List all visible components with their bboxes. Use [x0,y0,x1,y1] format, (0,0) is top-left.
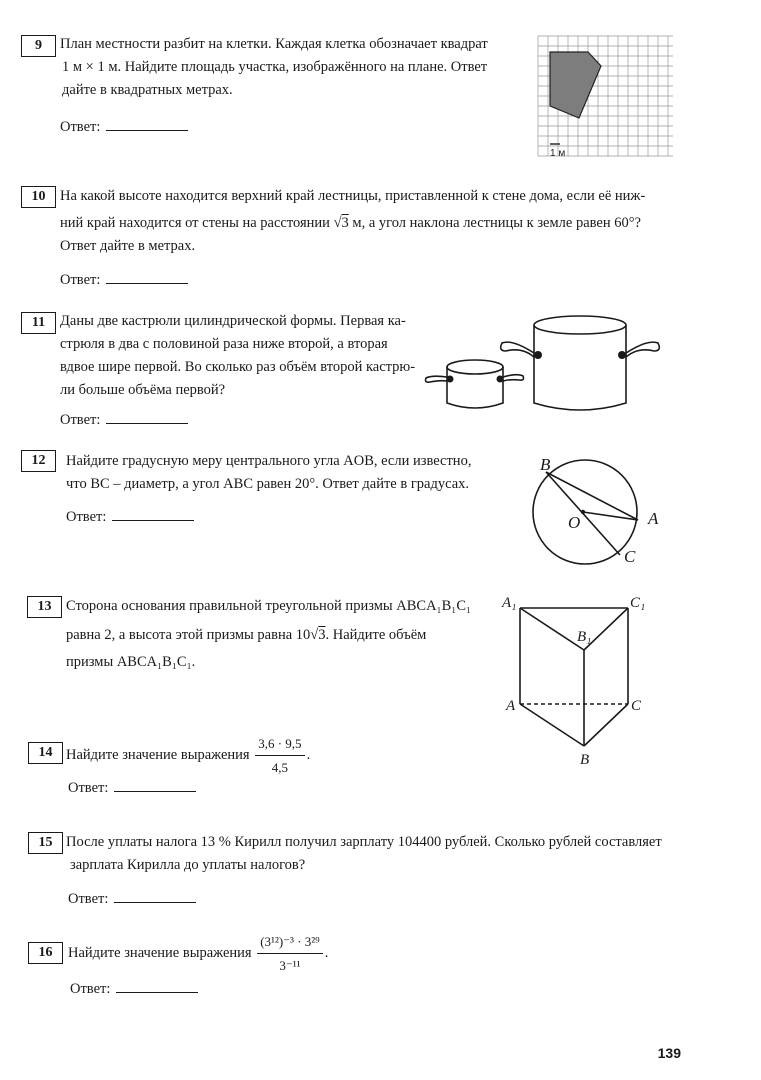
problem-9-text [60,33,510,102]
problem-14-number: 14 [28,742,63,764]
scale-label: 1 м [550,148,566,159]
denominator: 3⁻¹¹ [279,958,301,973]
sqrt-value: 3 [318,627,326,643]
problem-12-circle-figure [520,448,670,568]
problem-13-line-1: Сторона основания правильной треугольной призмы ABCA₁B₁C₁ [66,598,472,614]
answer-field[interactable] [106,118,188,131]
numerator: 3,6 · 9,5 [255,732,304,756]
answer-field[interactable] [114,890,196,903]
problem-15-number: 15 [28,832,63,854]
problem-11-line-2: стрюля в два с половиной раза ниже второй, а вторая [60,336,388,352]
problem-9-line-3: дайте в квадратных метрах. [62,82,233,98]
problem-15-line-2: зарплата Кирилла до уплаты налогов? [70,857,306,873]
denominator: 4,5 [271,760,289,775]
problem-10-line-2: ний край находится от стены на расстоянии √3 м, а угол наклона лестницы к земле равен 60°? [60,215,641,231]
problem-9-line-2: 1 м × 1 м. Найдите площадь участка, изображённого на плане. Ответ [62,59,488,75]
answer-field[interactable] [106,411,188,424]
problem-16-fraction [257,930,322,977]
problem-12-answer: Ответ: [66,508,194,526]
problem-14-answer: Ответ: [68,779,196,797]
problem-15-answer: Ответ: [68,890,196,908]
problem-13-number: 13 [27,596,62,618]
label-A: A [506,698,516,714]
label-B: B [540,455,551,474]
sqrt-value: 3 [341,215,349,231]
problem-9-number: 9 [21,35,56,57]
label-B: B [580,752,590,768]
problem-13-prism-figure [500,592,660,768]
label-A: A [648,509,659,528]
label-B1: B₁ [577,629,592,645]
problem-13-text [66,595,486,674]
problem-15-line-1: После уплаты налога 13 % Кирилл получил зарплату 104400 рублей. Сколько рублей составляет [66,834,662,850]
problem-10-answer: Ответ: [60,271,188,289]
plot-area-polygon [550,52,601,118]
problem-10-text [60,185,700,258]
problem-11-answer: Ответ: [60,411,188,429]
problem-11-line-3: вдвое шире первой. Во сколько раз объём второй кастрю- [60,359,416,375]
numerator: (3¹²)⁻³ · 3²⁹ [257,930,322,954]
problem-10-number: 10 [21,186,56,208]
problem-11-line-1: Даны две кастрюли цилиндрической формы. Первая ка- [60,313,406,329]
answer-field[interactable] [106,271,188,284]
problem-12-number: 12 [21,450,56,472]
problem-9-line-1: План местности разбит на клетки. Каждая клетка обозначает квадрат [60,36,488,52]
page-number: 139 [657,1045,681,1061]
label-O: O [568,513,581,532]
answer-field[interactable] [112,508,194,521]
problem-10-line-1: На какой высоте находится верхний край лестницы, приставленной к стене дома, если её ниж- [60,188,646,204]
problem-14-fraction [255,732,304,779]
problem-12-line-2: что BC – диаметр, а угол ABC равен 20°. Ответ дайте в градусах. [66,476,470,492]
answer-label: Ответ: [60,119,101,135]
problem-11-line-4: ли больше объёма первой? [60,382,226,398]
problem-12-text [66,450,516,496]
label-C: C [631,698,642,714]
problem-14-text: Найдите значение выражения $\frac{3,6 \cdot 9,5}{4,5}$ . [66,732,366,779]
problem-16-number: 16 [28,942,63,964]
problem-12-line-1: Найдите градусную меру центрального угла AOB, если известно, [66,453,472,469]
label-C: C [624,547,636,566]
problem-11-text [60,310,430,402]
problem-16-answer: Ответ: [70,980,198,998]
problem-15-text [66,831,716,877]
problem-9-grid-figure [538,36,673,158]
problem-11-pots-figure [422,305,662,417]
problem-9-answer [60,118,188,136]
problem-11-number: 11 [21,312,56,334]
answer-field[interactable] [116,980,198,993]
problem-10-line-3: Ответ дайте в метрах. [60,238,196,254]
problem-16-prompt: Найдите значение выражения [68,944,252,961]
problem-14-prompt: Найдите значение выражения [66,746,250,763]
problem-13-line-3: призмы ABCA₁B₁C₁. [66,654,196,670]
problem-13-line-2: равна 2, а высота этой призмы равна 10√3. Найдите объём [66,627,427,643]
label-C1: C₁ [630,595,646,611]
problem-16-text: Найдите значение выражения $\frac{\text{(3¹²)⁻³ · 3²⁹}}{\text{3⁻¹¹}}$ . [68,930,388,977]
answer-field[interactable] [114,779,196,792]
label-A1: A₁ [502,595,517,611]
